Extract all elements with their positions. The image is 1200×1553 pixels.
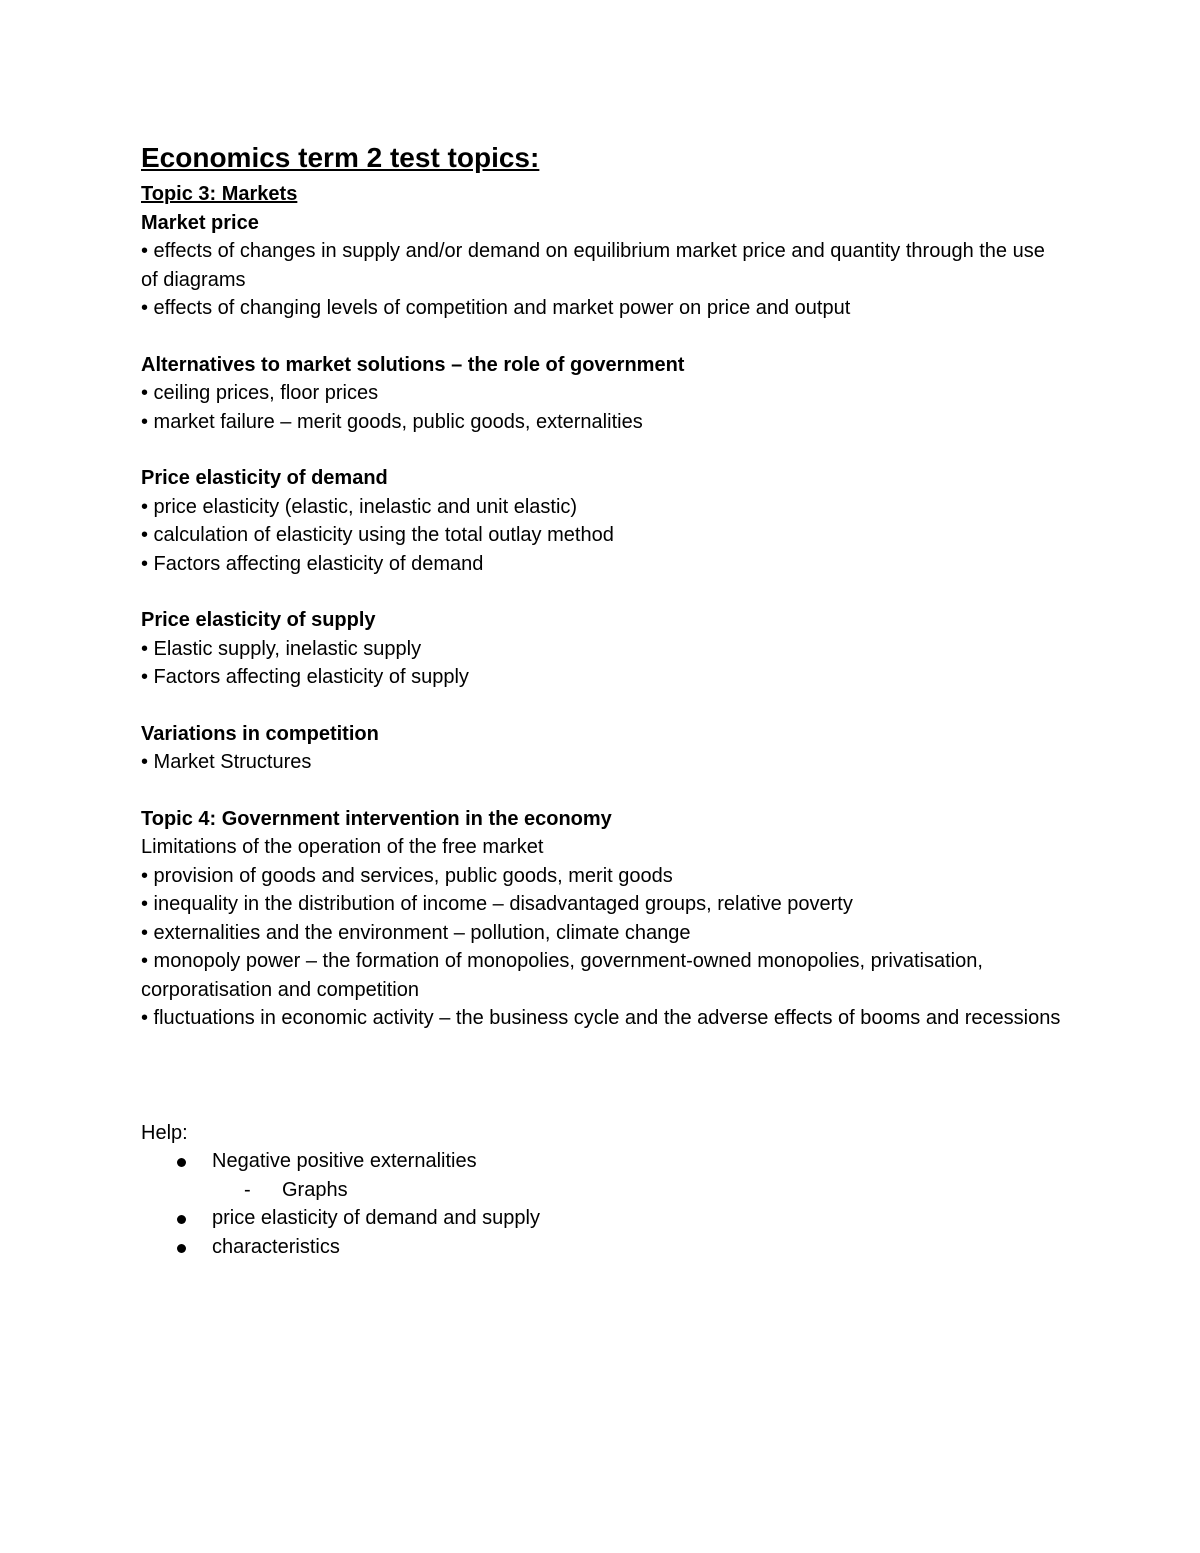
list-item: • inequality in the distribution of income – disadvantaged groups, relative poverty xyxy=(141,893,853,915)
list-item xyxy=(141,1233,1061,1262)
list-item: • Factors affecting elasticity of supply xyxy=(141,666,469,688)
section-alternatives xyxy=(141,351,1061,437)
help-item-label: Negative positive externalities xyxy=(212,1150,477,1172)
list-item: • Market Structures xyxy=(141,751,312,773)
section-topic4 xyxy=(141,805,1061,1033)
topic4-heading: Topic 4: Government intervention in the economy xyxy=(141,807,612,830)
document-title: Economics term 2 test topics: xyxy=(141,142,540,173)
section-ped xyxy=(141,464,1061,578)
list-item: • price elasticity (elastic, inelastic and unit elastic) xyxy=(141,495,578,518)
section-pes xyxy=(141,606,1061,692)
list-item: • effects of changing levels of competition and market power on price and output xyxy=(141,297,851,319)
bullet-icon xyxy=(177,1158,186,1167)
ped-heading: Price elasticity of demand xyxy=(141,467,388,489)
pes-heading: Price elasticity of supply xyxy=(141,609,376,631)
dash-marker: - xyxy=(244,1178,251,1201)
list-item: • externalities and the environment – pollution, climate change xyxy=(141,921,691,944)
help-subitem-label: Graphs xyxy=(282,1178,348,1201)
alternatives-heading: Alternatives to market solutions – the role of government xyxy=(141,353,685,376)
list-item: • calculation of elasticity using the total outlay method xyxy=(141,524,614,546)
document-page xyxy=(141,140,1061,1261)
help-item-label: price elasticity of demand and supply xyxy=(212,1207,540,1229)
topic3-heading: Topic 3: Markets xyxy=(141,183,298,205)
help-list xyxy=(141,1147,1061,1261)
market-price-heading: Market price xyxy=(141,211,259,234)
list-item: • monopoly power – the formation of monopolies, government-owned monopolies, privatisation, corporatisation and competition xyxy=(141,950,989,1001)
list-item: • provision of goods and services, public goods, merit goods xyxy=(141,864,673,887)
help-label: Help: xyxy=(141,1121,188,1144)
section-competition xyxy=(141,720,1061,777)
list-item xyxy=(141,1176,1061,1205)
competition-heading: Variations in competition xyxy=(141,722,379,745)
list-item: • fluctuations in economic activity – the business cycle and the adverse effects of booms and recessions xyxy=(141,1007,1061,1029)
bullet-icon xyxy=(177,1244,186,1253)
topic4-intro: Limitations of the operation of the free market xyxy=(141,836,544,858)
list-item: • Factors affecting elasticity of demand xyxy=(141,552,484,575)
list-item: • effects of changes in supply and/or demand on equilibrium market price and quantity through the use of diagrams xyxy=(141,240,1051,291)
list-item: • ceiling prices, floor prices xyxy=(141,382,379,404)
list-item: • Elastic supply, inelastic supply xyxy=(141,637,422,660)
list-item xyxy=(141,1147,1061,1176)
list-item: • market failure – merit goods, public goods, externalities xyxy=(141,410,643,433)
help-section xyxy=(141,1119,1061,1262)
bullet-icon xyxy=(177,1215,186,1224)
help-item-label: characteristics xyxy=(212,1235,340,1258)
section-market-price xyxy=(141,209,1061,323)
list-item xyxy=(141,1204,1061,1233)
